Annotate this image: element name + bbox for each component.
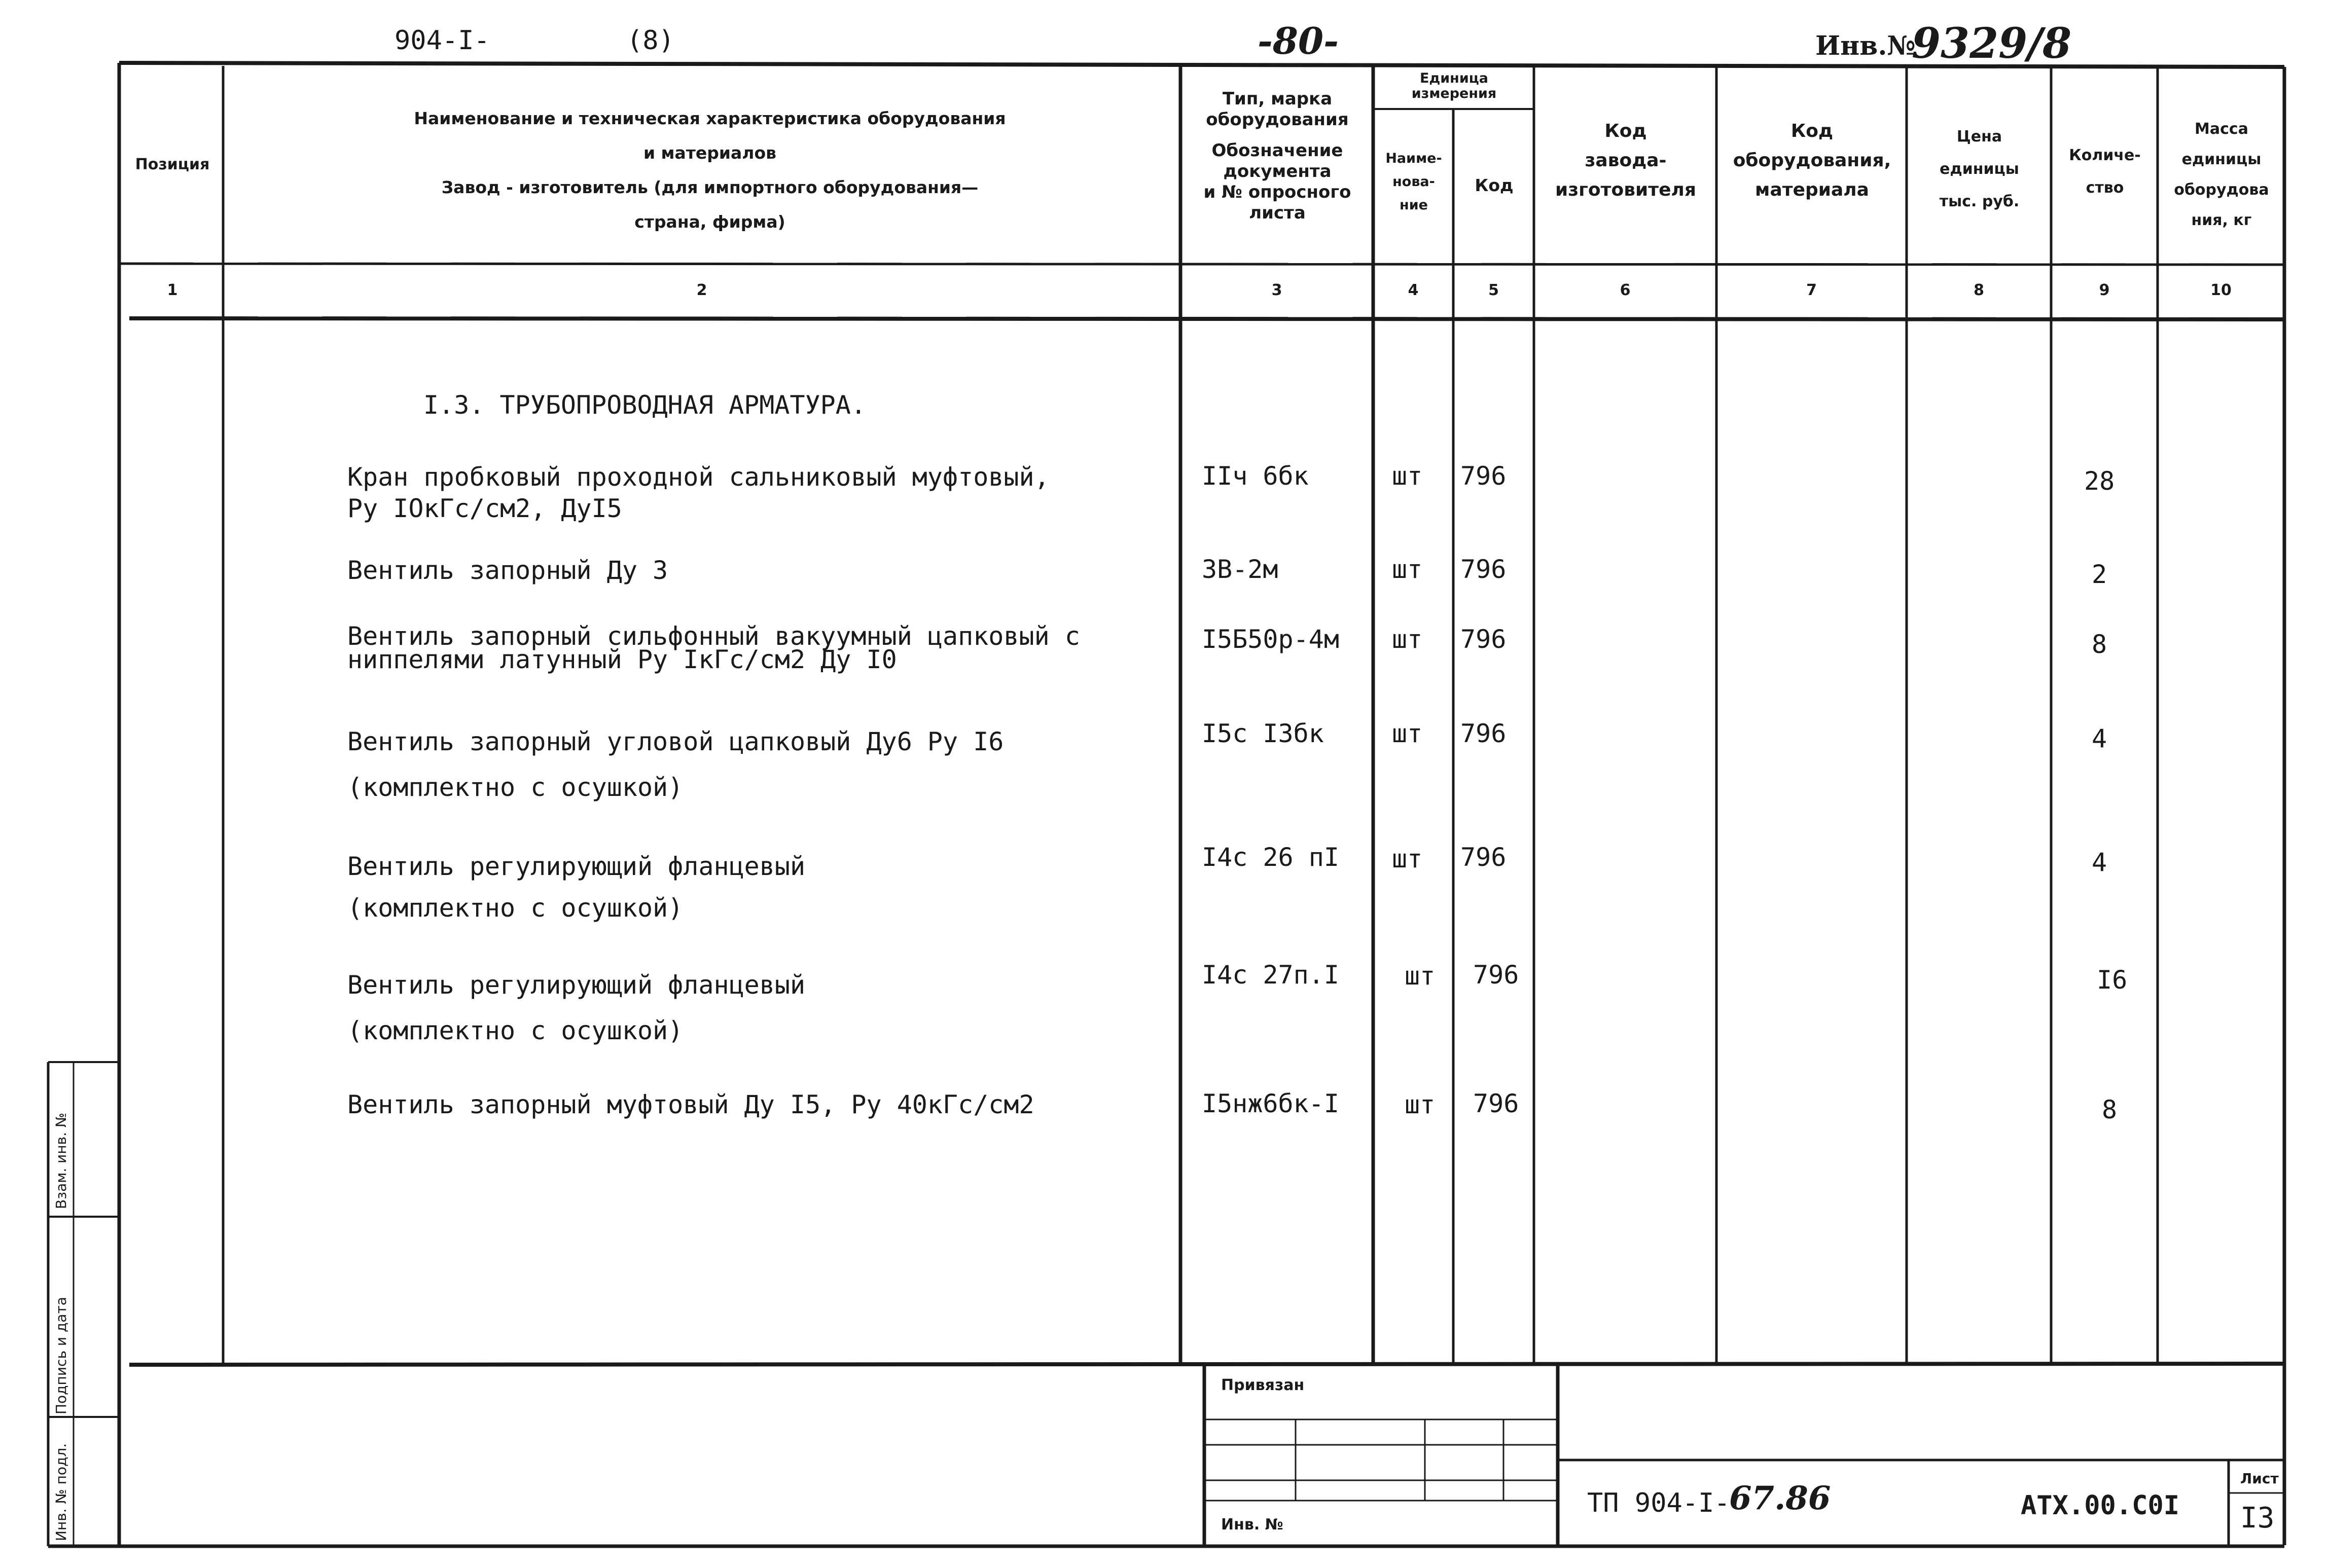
table-row-qty: 4 (2092, 724, 2107, 753)
table-row-qty: 8 (2092, 630, 2107, 659)
col-header-type: Тип, марка оборудования Обозначение документа и № опросного листа (1203, 89, 1351, 223)
table-row-unit: шт (1392, 555, 1423, 584)
table-row-code: 796 (1473, 1089, 1519, 1118)
table-row-code: 796 (1460, 461, 1507, 491)
col-number: 8 (1974, 281, 1984, 299)
table-row-type: I5нж6бк-I (1202, 1089, 1339, 1118)
side-stamp-orig-inv: Инв. № подл. (53, 1443, 69, 1541)
document-code: АТХ.00.С0I (2021, 1490, 2180, 1521)
table-row-unit: шт (1405, 961, 1436, 991)
table-row-unit: шт (1392, 625, 1423, 654)
col-number: 7 (1806, 281, 1817, 299)
col-number: 5 (1488, 281, 1499, 299)
title-block-attached: Привязан (1221, 1376, 1305, 1394)
table-row-name: Кран пробковый проходной сальниковый муфтовый, Ру IОкГс/см2, ДуI5 (347, 462, 1050, 523)
project-code: ТП 904-I- (1587, 1488, 1730, 1518)
col-header-price: Цена единицы тыс. руб. (1939, 128, 2020, 210)
table-row-name: Вентиль запорный угловой цапковый Ду6 Ру I6 (комплектно с осушкой) (347, 727, 1004, 802)
table-row-type: I4с 26 пI (1202, 843, 1339, 872)
project-code-handwritten: 67.86 (1729, 1479, 1831, 1517)
col-header-factory-code: Код завода- изготовителя (1555, 121, 1697, 200)
col-header-quantity: Количе- ство (2069, 147, 2141, 197)
table-row-name: Вентиль запорный Ду 3 (347, 556, 668, 585)
sheet-number: I3 (2240, 1502, 2275, 1535)
sheet-label: Лист (2240, 1470, 2279, 1487)
table-row-qty: 4 (2092, 848, 2107, 877)
table-row-type: 3В-2м (1202, 555, 1278, 584)
sheet-note: (8) (627, 25, 674, 56)
table-row-type: IIч 6бк (1202, 461, 1309, 491)
col-number: 2 (696, 281, 707, 299)
col-header-position: Позиция (135, 156, 210, 173)
table-row-name: Вентиль запорный муфтовый Ду I5, Ру 40кГс/см2 (347, 1090, 1034, 1119)
col-header-unit-code: Код (1475, 175, 1514, 195)
table-row-type: I4с 27п.I (1202, 960, 1339, 990)
col-number: 4 (1408, 281, 1419, 299)
col-header-unit-name: Наиме- нова- ние (1385, 151, 1442, 213)
col-header-mass: Масса единицы оборудова ния, кг (2174, 120, 2269, 229)
table-row-unit: шт (1392, 461, 1423, 491)
col-number: 10 (2210, 281, 2232, 299)
table-row-name: Вентиль запорный сильфонный вакуумный цапковый с ниппелями латунный Ру IкГс/см2 Ду I0 (347, 622, 1080, 674)
table-row-type: I5с I3бк (1202, 719, 1324, 748)
section-title: I.3. ТРУБОПРОВОДНАЯ АРМАТУРА. (423, 390, 866, 420)
page-number: -80- (1258, 19, 1339, 62)
side-stamp-swap-inv: Взам. инв. № (53, 1112, 69, 1209)
table-row-code: 796 (1460, 719, 1507, 748)
table-row-code: 796 (1473, 960, 1519, 990)
col-number: 1 (167, 281, 178, 299)
inventory-number: 9329/8 (1912, 19, 2072, 68)
table-row-name: Вентиль регулирующий фланцевый (комплектно с осушкой) (347, 852, 806, 923)
table-row-unit: шт (1392, 844, 1423, 873)
table-row-code: 796 (1460, 555, 1507, 584)
inventory-label: Инв.№ (1815, 30, 1916, 61)
series-code: 904-I- (395, 25, 490, 56)
unit-group-header: Единица измерения (1411, 70, 1497, 101)
table-row-unit: шт (1405, 1090, 1436, 1119)
col-number: 9 (2099, 281, 2110, 299)
table-row-type: I5Б50р-4м (1202, 625, 1339, 654)
table-row-qty: I6 (2097, 965, 2128, 995)
table-row-qty: 28 (2084, 466, 2115, 496)
table-row-code: 796 (1460, 843, 1507, 872)
title-block-inv-no: Инв. № (1221, 1516, 1283, 1534)
table-row-qty: 8 (2102, 1095, 2118, 1124)
table-row-unit: шт (1392, 719, 1423, 748)
col-header-name: Наименование и техническая характеристика оборудования и материалов Завод - изготовитель (для импортного оборудования— страна, фирма) (414, 108, 1006, 232)
table-row-name: Вентиль регулирующий фланцевый (комплектно с осушкой) (347, 970, 806, 1045)
col-number: 6 (1620, 281, 1631, 299)
col-number: 3 (1271, 281, 1282, 299)
col-header-material-code: Код оборудования, материала (1733, 121, 1891, 200)
side-stamp-sign-date: Подпись и дата (53, 1297, 69, 1414)
table-row-code: 796 (1460, 625, 1507, 654)
table-row-qty: 2 (2092, 560, 2107, 589)
